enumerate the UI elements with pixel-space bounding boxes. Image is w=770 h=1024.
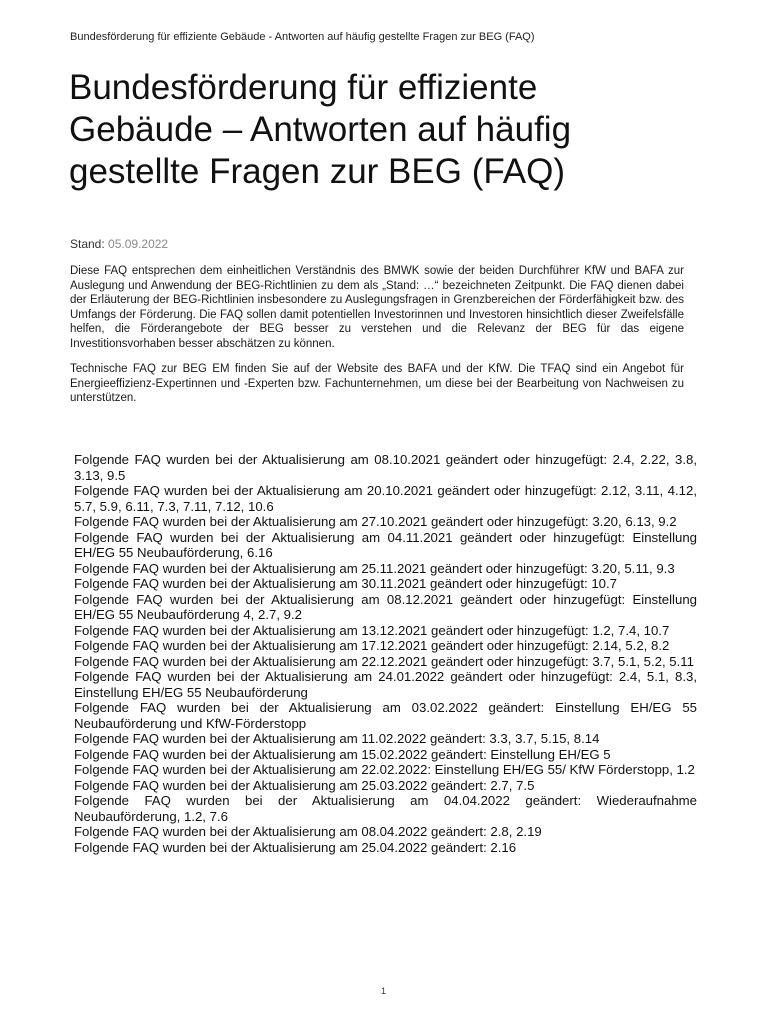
update-item: Folgende FAQ wurden bei der Aktualisierung am 25.04.2022 geändert: 2.16 bbox=[74, 839, 517, 855]
update-item: Folgende FAQ wurden bei der Aktualisierung am 22.12.2021 geändert oder hinzugefügt: 3.7, 5.1, 5.2, 5.11 bbox=[74, 653, 694, 669]
update-item: Folgende FAQ wurden bei der Aktualisierung am 08.04.2022 geändert: 2.8, 2.19 bbox=[74, 824, 542, 839]
update-item: Folgende FAQ wurden bei der Aktualisierung am 11.02.2022 geändert: 3.3, 3.7, 5.15, 8.14 bbox=[74, 731, 600, 746]
page-number: 1 bbox=[381, 986, 387, 996]
update-item: Folgende FAQ wurden bei der Aktualisierung am 24.01.2022 geändert oder hinzugefügt: 2.4, 5.1, 8.3, Einstellung EH/EG 55 Neubauförderung bbox=[74, 669, 697, 700]
update-item: Folgende FAQ wurden bei der Aktualisierung am 04.11.2021 geändert oder hinzugefügt: Einstellung EH/EG 55 Neubauförderung, 6.16 bbox=[74, 529, 697, 560]
update-item: Folgende FAQ wurden bei der Aktualisierung am 03.02.2022 geändert: Einstellung EH/EG 55 Neubauförderung und KfW-Förderstopp bbox=[74, 700, 697, 731]
tfaq-paragraph: Technische FAQ zur BEG EM finden Sie auf der Website des BAFA und der KfW. Die TFAQ sind ein Angebot für Energieeffizienz-Expertinnen und -Experten bzw. Fachunternehmen, um diese bei der Bearbeitung von Nachweisen zu unterstützen. bbox=[70, 363, 684, 404]
update-item: Folgende FAQ wurden bei der Aktualisierung am 27.10.2021 geändert oder hinzugefügt: 3.20, 6.13, 9.2 bbox=[74, 514, 677, 529]
update-item: Folgende FAQ wurden bei der Aktualisierung am 08.10.2021 geändert oder hinzugefügt: 2.4, 2.22, 3.8, 3.13, 9.5 bbox=[74, 452, 697, 483]
stand-line bbox=[70, 237, 168, 251]
stand-date: 05.09.2022 bbox=[108, 237, 169, 251]
running-header: Bundesförderung für effiziente Gebäude - Antworten auf häufig gestellte Fragen zur BEG (FAQ) bbox=[70, 31, 535, 43]
update-item: Folgende FAQ wurden bei der Aktualisierung am 15.02.2022 geändert: Einstellung EH/EG 5 bbox=[74, 746, 611, 762]
title-line: Bundesförderung für effiziente bbox=[69, 68, 538, 107]
update-item: Folgende FAQ wurden bei der Aktualisierung am 25.03.2022 geändert: 2.7, 7.5 bbox=[74, 777, 535, 793]
update-item: Folgende FAQ wurden bei der Aktualisierung am 13.12.2021 geändert oder hinzugefügt: 1.2, 7.4, 10.7 bbox=[74, 622, 670, 638]
update-item: Folgende FAQ wurden bei der Aktualisierung am 22.02.2022: Einstellung EH/EG 55/ KfW Förderstopp, 1.2 bbox=[74, 762, 695, 777]
intro-paragraph: Diese FAQ entsprechen dem einheitlichen Verständnis des BMWK sowie der beiden Durchführer KfW und BAFA zur Auslegung und Anwendung der BEG-Richtlinien zu dem als „Stand: …“ bezeichneten Zeitpunkt. Die FAQ dienen dabei der Erläuterung der BEG-Richtlinien insbesondere zu Auslegungsfragen in Grenzbereichen der Förderfähigkeit bzw. des Umfangs der Förderung. Die FAQ sollen damit potentiellen Investorinnen und Investoren hinsichtlich dieser Zweifelsfälle helfen, die Förderangebote der BEG besser zu verstehen und die Relevanz der BEG für das eigene Investitionsvorhaben besser abschätzen zu können. bbox=[70, 265, 684, 350]
update-item: Folgende FAQ wurden bei der Aktualisierung am 04.04.2022 geändert: Wiederaufnahme Neubauförderung, 1.2, 7.6 bbox=[74, 793, 697, 824]
update-item: Folgende FAQ wurden bei der Aktualisierung am 30.11.2021 geändert oder hinzugefügt: 10.7 bbox=[74, 576, 618, 591]
update-item: Folgende FAQ wurden bei der Aktualisierung am 25.11.2021 geändert oder hinzugefügt: 3.20, 5.11, 9.3 bbox=[74, 560, 675, 576]
update-item: Folgende FAQ wurden bei der Aktualisierung am 17.12.2021 geändert oder hinzugefügt: 2.14, 5.2, 8.2 bbox=[74, 638, 670, 653]
title-line: Gebäude – Antworten auf häufig bbox=[69, 110, 572, 149]
title-line: gestellte Fragen zur BEG (FAQ) bbox=[69, 152, 566, 191]
update-list bbox=[74, 452, 697, 855]
stand-label: Stand: bbox=[70, 237, 105, 251]
page-title bbox=[69, 67, 709, 193]
update-item: Folgende FAQ wurden bei der Aktualisierung am 08.12.2021 geändert oder hinzugefügt: Einstellung EH/EG 55 Neubauförderung 4, 2.7, 9.2 bbox=[74, 591, 697, 622]
update-item: Folgende FAQ wurden bei der Aktualisierung am 20.10.2021 geändert oder hinzugefügt: 2.12, 3.11, 4.12, 5.7, 5.9, 6.11, 7.3, 7.11, 7.12, 10.6 bbox=[74, 483, 697, 514]
